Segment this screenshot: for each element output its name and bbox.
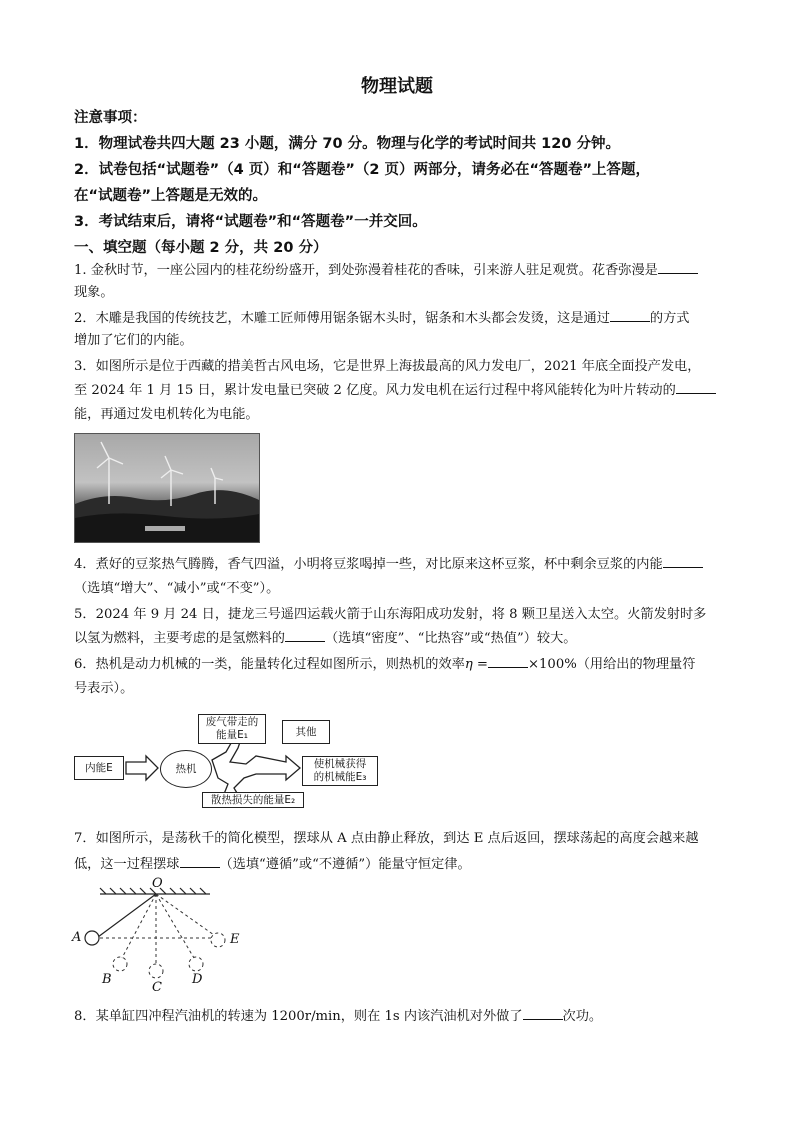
question-4	[74, 552, 703, 578]
q4-text: 4．煮好的豆浆热气腾腾，香气四溢，小明将豆浆喝掉一些，对比原来这杯豆浆，杯中剩余豆浆的内能	[74, 557, 663, 572]
point-A-label: A	[72, 930, 82, 945]
answer-blank	[676, 379, 716, 394]
energy-flow-diagram	[74, 712, 414, 808]
answer-blank	[180, 853, 220, 868]
q2-text-tail: 的方式	[649, 311, 690, 326]
mechanical-energy-box	[302, 756, 378, 786]
answer-blank	[610, 307, 650, 322]
answer-blank	[285, 627, 325, 642]
question-7: 7．如图所示，是荡秋千的简化模型，摆球从 A 点由静止释放，到达 E 点后返回，摆球荡起的高度会越来越	[74, 831, 699, 846]
notice-item-2-cont: 在“试题卷”上答题是无效的。	[74, 188, 268, 204]
q3-text: 至 2024 年 1 月 15 日，累计发电量已突破 2 亿度。风力发电机在运行过程中将风能转化为叶片转动的	[74, 383, 676, 398]
section-heading: 一、填空题（每小题 2 分，共 20 分）	[74, 240, 328, 256]
question-8	[74, 1004, 602, 1030]
q6-text-cont: 号表示）。	[74, 681, 134, 696]
point-B-label: B	[102, 972, 112, 987]
q5-text: 以氢为燃料，主要考虑的是氢燃料的	[74, 631, 285, 646]
wind-farm-photo	[74, 433, 260, 543]
q6-text-tail: ×100%（用给出的物理量符	[527, 657, 696, 672]
wind-turbine-image	[75, 434, 259, 542]
notice-item-3: 3．考试结束后，请将“试题卷”和“答题卷”一并交回。	[74, 214, 427, 230]
heat-engine-node: 热机	[160, 750, 212, 788]
exhaust-label-2: 能量E₁	[216, 729, 248, 741]
other-energy-box: 其他	[282, 720, 330, 744]
q5-line-2	[74, 626, 576, 652]
q1-text-cont: 现象。	[74, 285, 114, 300]
q7-text: 低，这一过程摆球	[74, 857, 180, 872]
answer-blank	[663, 553, 703, 568]
notice-item-1: 1．物理试卷共四大题 23 小题，满分 70 分。物理与化学的考试时间共 120 分钟。	[74, 136, 620, 152]
mechanical-label-2: 的机械能E₃	[313, 771, 367, 783]
heat-loss-box: 散热损失的能量E₂	[202, 792, 304, 808]
q8-text: 8．某单缸四冲程汽油机的转速为 1200r/min，则在 1s 内该汽油机对外做了	[74, 1009, 523, 1024]
page-title: 物理试题	[361, 76, 433, 97]
notice-heading: 注意事项：	[74, 110, 147, 126]
exhaust-label-1: 废气带走的	[205, 716, 259, 728]
pendulum-figure	[72, 880, 252, 998]
q3-line-2	[74, 378, 716, 404]
question-5: 5．2024 年 9 月 24 日，捷龙三号遥四运载火箭于山东海阳成功发射，将 8 颗卫星送入太空。火箭发射时多	[74, 607, 707, 622]
answer-blank	[658, 259, 698, 274]
point-D-label: D	[192, 972, 203, 987]
q3-line-3: 能，再通过发电机转化为电能。	[74, 407, 259, 422]
q5-text-tail: （选填“密度”、“比热容”或“热值”）较大。	[325, 631, 577, 646]
q2-text-cont: 增加了它们的内能。	[74, 333, 193, 348]
q7-line-2	[74, 852, 471, 878]
point-E-label: E	[230, 932, 240, 947]
internal-energy-box: 内能E	[74, 756, 124, 780]
q2-text: 2．木雕是我国的传统技艺，木雕工匠师傅用锯条锯木头时，锯条和木头都会发烫，这是通过	[74, 311, 610, 326]
notice-item-2: 2．试卷包括“试题卷”（4 页）和“答题卷”（2 页）两部分，请务必在“答题卷”上答题，	[74, 162, 651, 178]
point-C-label: C	[152, 980, 162, 995]
question-3: 3．如图所示是位于西藏的措美哲古风电场，它是世界上海拔最高的风力发电厂，2021 年底全面投产发电，	[74, 359, 701, 374]
q6-text: 6．热机是动力机械的一类，能量转化过程如图所示，则热机的效率	[74, 657, 465, 672]
q1-text: 1. 金秋时节，一座公园内的桂花纷纷盛开，到处弥漫着桂花的香味，引来游人驻足观赏。花香弥漫是	[74, 263, 658, 278]
eta-symbol: η =	[464, 657, 488, 672]
exhaust-energy-box	[198, 714, 266, 744]
answer-blank	[523, 1005, 563, 1020]
point-O-label: O	[152, 876, 163, 891]
question-1	[74, 258, 698, 284]
pendulum-diagram	[72, 876, 252, 998]
q4-text-cont: （选填“增大”、“减小”或“不变”）。	[74, 581, 280, 596]
q8-text-tail: 次功。	[562, 1009, 603, 1024]
mechanical-label-1: 使机械获得	[313, 758, 367, 770]
answer-blank	[488, 653, 528, 668]
q7-text-tail: （选填“遵循”或“不遵循”）能量守恒定律。	[219, 857, 471, 872]
question-6	[74, 652, 695, 678]
